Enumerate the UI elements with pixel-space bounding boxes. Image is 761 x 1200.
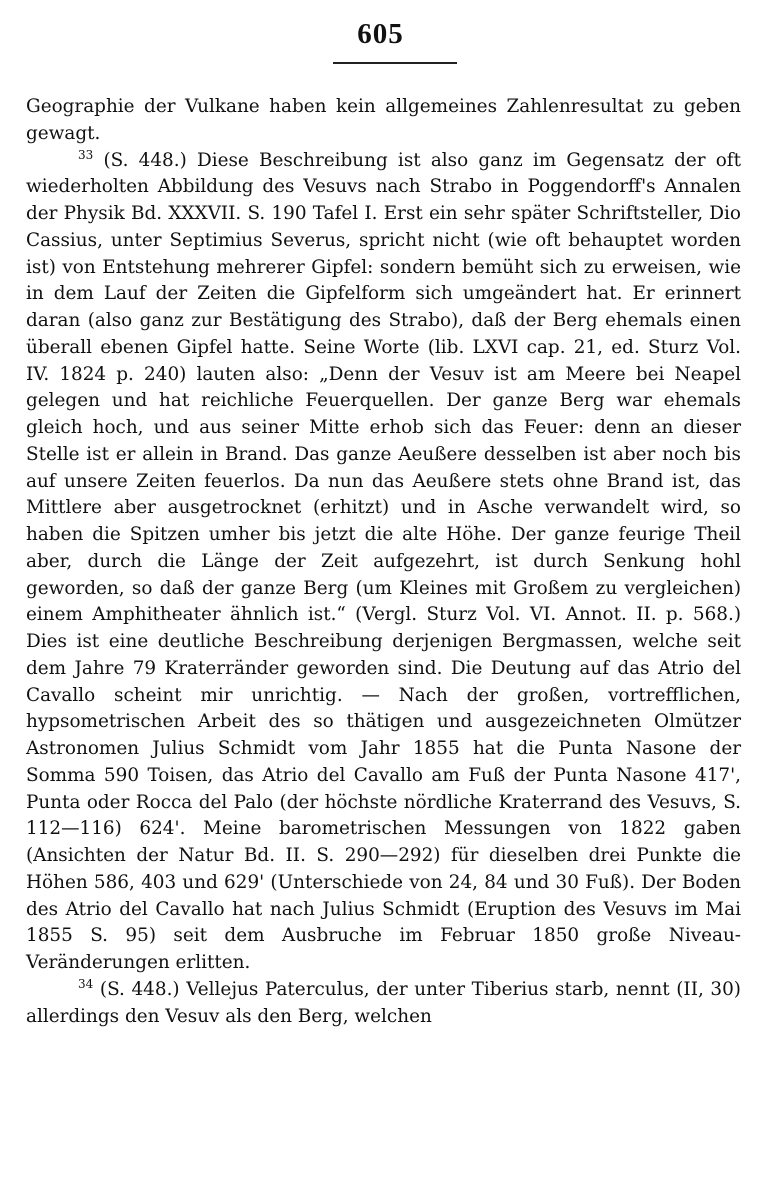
- footnote-number: 33: [78, 147, 94, 162]
- footnote-33: [26, 148, 741, 977]
- page-body: [26, 94, 741, 1030]
- page-number: 605: [357, 18, 404, 50]
- header-rule: [333, 62, 457, 64]
- footnote-34: [26, 977, 741, 1031]
- footnote-text: (S. 448.) Diese Beschreibung ist also ganz im Gegensatz der oft wiederholten Abbildung des Vesuvs nach Strabo in Poggendorff's Annalen der Physik Bd. XXXVII. S. 190 Tafel I. Erst ein sehr später Schriftsteller, Dio Cassius, unter Septimius Severus, spricht nicht (wie oft behauptet worden ist) von Entstehung mehrerer Gipfel: sondern bemüht sich zu erweisen, wie in dem Lauf der Zeiten die Gipfelform sich umgeändert hat. Er erinnert daran (also ganz zur Bestätigung des Strabo), daß der Berg ehemals einen überall ebenen Gipfel hatte. Seine Worte (lib. LXVI cap. 21, ed. Sturz Vol. IV. 1824 p. 240) lauten also: „Denn der Vesuv ist am Meere bei Neapel gelegen und hat reichliche Feuerquellen. Der ganze Berg war ehemals gleich hoch, und aus seiner Mitte erhob sich das Feuer: denn an dieser Stelle ist er allein in Brand. Das ganze Aeußere desselben ist aber noch bis auf unsere Zeiten feuerlos. Da nun das Aeußere stets ohne Brand ist, das Mittlere aber ausgetrocknet (erhitzt) und in Asche verwandelt wird, so haben die Spitzen umher bis jetzt die alte Höhe. Der ganze feurige Theil aber, durch die Länge der Zeit aufgezehrt, ist durch Senkung hohl geworden, so daß der ganze Berg (um Kleines mit Großem zu vergleichen) einem Amphitheater ähnlich ist.“ (Vergl. Sturz Vol. VI. Annot. II. p. 568.) Dies ist eine deutliche Beschreibung derjenigen Bergmassen, welche seit dem Jahre 79 Kraterränder geworden sind. Die Deutung auf das Atrio del Cavallo scheint mir unrichtig. — Nach der großen, vortrefflichen, hypsometrischen Arbeit des so thätigen und ausgezeichneten Olmützer Astronomen Julius Schmidt vom Jahr 1855 hat die Punta Nasone der Somma 590 Toisen, das Atrio del Cavallo am Fuß der Punta Nasone 417', Punta oder Rocca del Palo (der höchste nördliche Kraterrand des Vesuvs, S. 112—116) 624'. Meine barometrischen Messungen von 1822 gaben (Ansichten der Natur Bd. II. S. 290—292) für dieselben drei Punkte die Höhen 586, 403 und 629' (Unterschiede von 24, 84 und 30 Fuß). Der Boden des Atrio del Cavallo hat nach Julius Schmidt (Eruption des Vesuvs im Mai 1855 S. 95) seit dem Ausbruche im Februar 1850 große Niveau-Veränderungen erlitten.: [26, 149, 741, 973]
- paragraph-continuation: [26, 94, 741, 148]
- footnote-text: (S. 448.) Vellejus Paterculus, der unter Tiberius starb, nennt (II, 30) allerdings den Vesuv als den Berg, welchen: [26, 978, 741, 1027]
- paragraph-text: Geographie der Vulkane haben kein allgemeines Zahlenresultat zu geben gewagt.: [26, 96, 741, 144]
- footnote-number: 34: [78, 976, 94, 991]
